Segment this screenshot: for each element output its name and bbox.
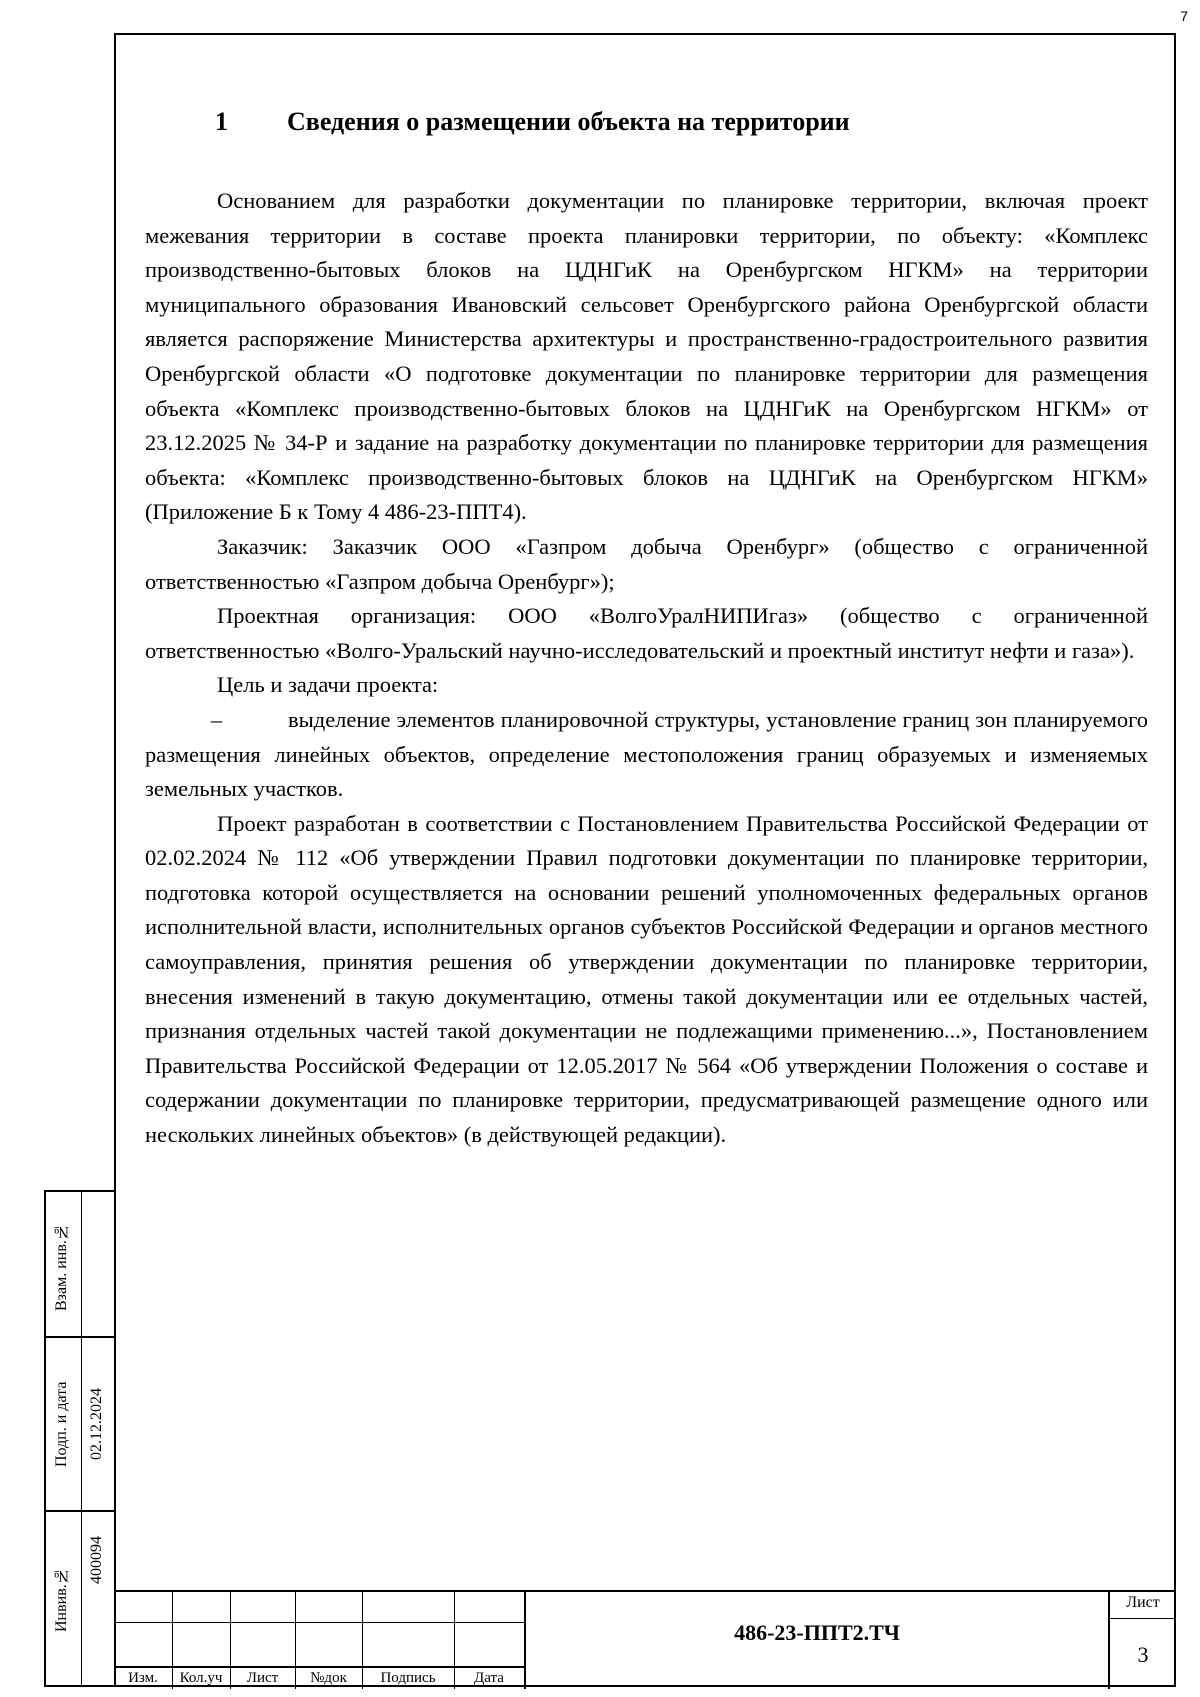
col-izm: Изм. bbox=[128, 1670, 158, 1686]
section-title: Сведения о размещении объекта на территории bbox=[287, 107, 850, 136]
col-data: Дата bbox=[474, 1670, 504, 1686]
document-content bbox=[145, 105, 1148, 1153]
sheet-number: 3 bbox=[1137, 1642, 1149, 1667]
title-block bbox=[114, 1590, 1176, 1689]
paragraph-organization: Проектная организация: ООО «ВолгоУралНИПИгаз» (общество с ограниченной ответственностью «Волго-Уральский научно-исследовательский и проектный институт нефти и газа»). bbox=[145, 603, 1148, 663]
col-kol-uch: Кол.уч bbox=[179, 1670, 223, 1686]
podp-label: Подп. и дата bbox=[53, 1381, 70, 1468]
revision-grid bbox=[114, 1592, 524, 1689]
body-text bbox=[145, 184, 1148, 1153]
paragraph-basis: Основанием для разработки документации по планировке территории, включая проект межевания территории в составе проекта планировки территории, по объекту: «Комплекс производственно-бытовых блоков на ЦДНГиК на Оренбургском НГКМ» на территории муниципального образования Ивановский сельсовет Оренбургского района Оренбургской области является распоряжение Министерства архитектуры и пространственно-градостроительного развития Оренбургской области «О подготовке документации по планировке территории для размещения объекта «Комплекс производственно-бытовых блоков на ЦДНГиК на Оренбургском НГКМ» от 23.12.2025 № 34-Р и задание на разработку документации по планировке территории для размещения объекта: «Комплекс производственно-бытовых блоков на ЦДНГиК на Оренбургском НГКМ» (Приложение Б к Тому 4 486-23-ППТ4). bbox=[145, 188, 1148, 525]
bullet-dash: – bbox=[210, 706, 223, 732]
side-stamp bbox=[44, 1190, 114, 1687]
sheet-box bbox=[1108, 1592, 1176, 1689]
bullet-item bbox=[145, 703, 1148, 807]
section-number: 1 bbox=[215, 107, 228, 136]
section-heading bbox=[145, 105, 1148, 139]
sheet-label: Лист bbox=[1126, 1594, 1160, 1611]
paragraph-customer: Заказчик: Заказчик ООО «Газпром добыча Оренбург» (общество с ограниченной ответственностью «Газпром добыча Оренбург»); bbox=[145, 533, 1148, 594]
col-podpis: Подпись bbox=[380, 1670, 436, 1686]
col-ndok: №док bbox=[310, 1670, 347, 1686]
paragraph-regulations: Проект разработан в соответствии с Постановлением Правительства Российской Федерации от 02.02.2024 № 112 «Об утверждении Правил подготовки документации по планировке территории, подготовка которой осуществляется на основании решений уполномоченных федеральных органов исполнительной власти, исполнительных органов субъектов Российской Федерации и органов местного самоуправления, принятия решения об утверждении документации по планировке территории, внесения изменений в такую документацию, отмены такой документации или ее отдельных частей, признания отдельных частей такой документации не подлежащими применению...», Постановлением Правительства Российской Федерации от 12.05.2017 № 564 «Об утверждении Положения о составе и содержании документации по планировке территории, предусматривающей размещение одного или нескольких линейных объектов» (в действующей редакции). bbox=[145, 810, 1148, 1148]
inv-label: Инвив.№ bbox=[53, 1567, 70, 1633]
paragraph-goals: Цель и задачи проекта: bbox=[217, 672, 439, 698]
bullet-text: выделение элементов планировочной структуры, установление границ зон планируемого размещения линейных объектов, определение местоположения границ образуемых и изменяемых земельных участков. bbox=[145, 706, 1148, 802]
vzam-label: Взам. инв.№ bbox=[53, 1223, 70, 1311]
page-number: 7 bbox=[1180, 8, 1188, 24]
col-list: Лист bbox=[246, 1670, 279, 1686]
inv-number: 400094 bbox=[88, 1536, 105, 1584]
document-code: 486-23-ППТ2.ТЧ bbox=[734, 1620, 900, 1645]
podp-date: 02.12.2024 bbox=[88, 1388, 105, 1461]
